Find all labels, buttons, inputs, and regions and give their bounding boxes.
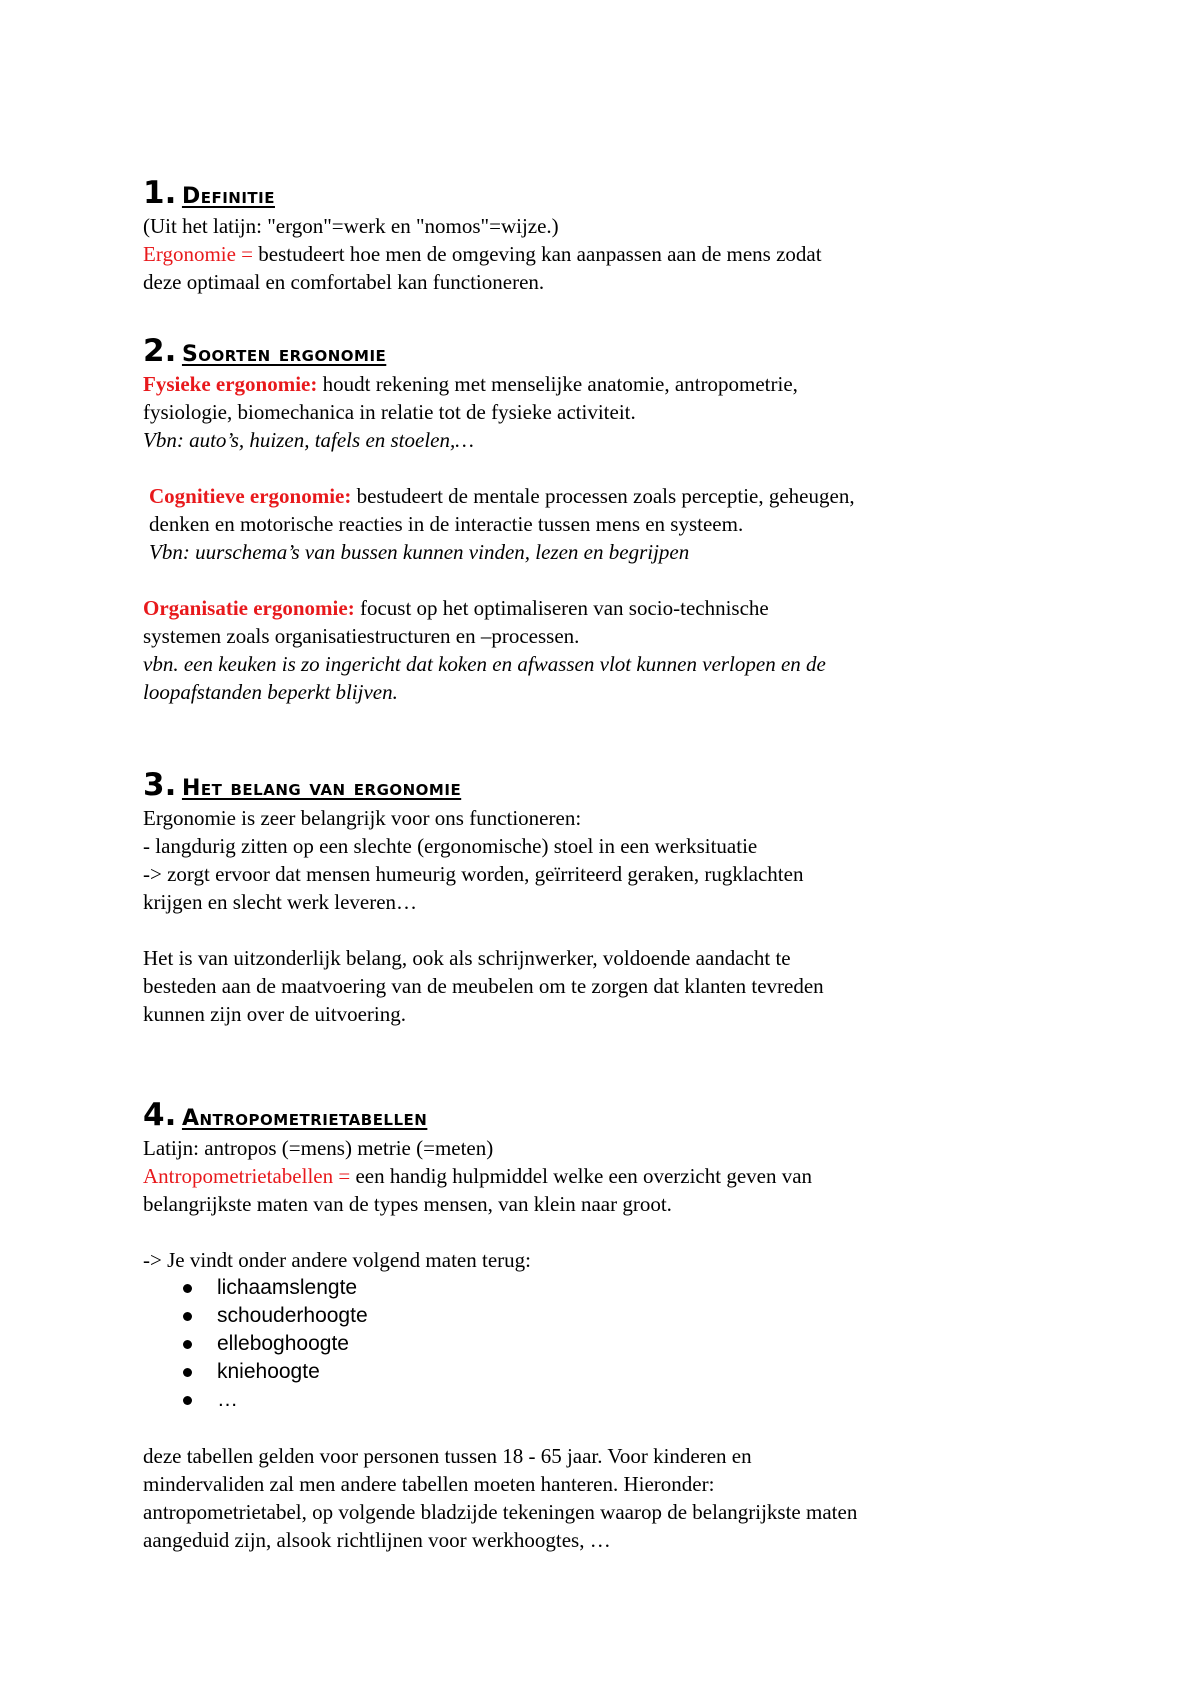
bullet-icon [183,1340,192,1349]
bullet-icon [183,1284,192,1293]
section-heading: 3. Het belang van ergonomie [143,767,462,803]
paragraph-line: -> zorgt ervoor dat mensen humeurig worden, geïrriteerd geraken, rugklachten [143,862,804,886]
paragraph-line: Fysieke ergonomie: houdt rekening met menselijke anatomie, antropometrie, [143,372,798,396]
paragraph-line: Antropometrietabellen = een handig hulpmiddel welke een overzicht geven van [143,1164,813,1188]
paragraph-line: fysiologie, biomechanica in relatie tot de fysieke activiteit. [143,400,636,424]
bullet-list [143,1274,1003,1414]
paragraph-line: systemen zoals organisatiestructuren en –processen. [143,624,580,648]
paragraph-line: krijgen en slecht werk leveren… [143,890,418,914]
bullet-icon [183,1396,192,1405]
paragraph-line: Latijn: antropos (=mens) metrie (=meten) [143,1136,494,1160]
paragraph-line: Ergonomie = bestudeert hoe men de omgeving kan aanpassen aan de mens zodat [143,242,822,266]
list-item: kniehoogte [183,1358,1003,1386]
list-item: schouderhoogte [183,1302,1003,1330]
paragraph-line: deze tabellen gelden voor personen tussen 18 - 65 jaar. Voor kinderen en [143,1444,752,1468]
list-item: elleboghoogte [183,1330,1003,1358]
bullet-icon [183,1368,192,1377]
paragraph-line: deze optimaal en comfortabel kan functioneren. [143,270,545,294]
example-line: loopafstanden beperkt blijven. [143,680,398,704]
paragraph-line: mindervaliden zal men andere tabellen moeten hanteren. Hieronder: [143,1472,715,1496]
paragraph-line: belangrijkste maten van de types mensen, van klein naar groot. [143,1192,672,1216]
section-heading: 4. Antropometrietabellen [143,1097,428,1133]
bullet-icon [183,1312,192,1321]
paragraph-line: aangeduid zijn, alsook richtlijnen voor werkhoogtes, … [143,1528,611,1552]
term-label: Cognitieve ergonomie: [149,484,352,508]
section-belang [143,766,1003,1028]
section-heading: 1. Definitie [143,175,275,211]
section-definitie [143,174,1003,296]
paragraph-line: antropometrietabel, op volgende bladzijde tekeningen waarop de belangrijkste maten [143,1500,858,1524]
section-heading: 2. Soorten ergonomie [143,333,387,369]
term-label: Ergonomie = [143,242,254,266]
paragraph-line: Organisatie ergonomie: focust op het optimaliseren van socio-technische [143,596,769,620]
paragraph-line: besteden aan de maatvoering van de meubelen om te zorgen dat klanten tevreden [143,974,824,998]
paragraph-line: Ergonomie is zeer belangrijk voor ons functioneren: [143,806,582,830]
list-item: lichaamslengte [183,1274,1003,1302]
paragraph-line: kunnen zijn over de uitvoering. [143,1002,407,1026]
paragraph-line: denken en motorische reacties in de interactie tussen mens en systeem. [149,512,744,536]
term-label: Antropometrietabellen = [143,1164,351,1188]
example-line: Vbn: uurschema’s van bussen kunnen vinden, lezen en begrijpen [149,540,690,564]
example-line: Vbn: auto’s, huizen, tafels en stoelen,… [143,428,474,452]
paragraph-line: Cognitieve ergonomie: bestudeert de mentale processen zoals perceptie, geheugen, [149,484,855,508]
paragraph-line: (Uit het latijn: "ergon"=werk en "nomos"=wijze.) [143,214,559,238]
term-label: Fysieke ergonomie: [143,372,318,396]
section-antropometrie [143,1096,1003,1554]
list-item: … [183,1386,1003,1414]
paragraph-line: Het is van uitzonderlijk belang, ook als schrijnwerker, voldoende aandacht te [143,946,791,970]
paragraph-line: -> Je vindt onder andere volgend maten terug: [143,1248,531,1272]
term-label: Organisatie ergonomie: [143,596,355,620]
paragraph-line: - langdurig zitten op een slechte (ergonomische) stoel in een werksituatie [143,834,758,858]
example-line: vbn. een keuken is zo ingericht dat koken en afwassen vlot kunnen verlopen en de [143,652,826,676]
section-soorten [143,332,1003,706]
